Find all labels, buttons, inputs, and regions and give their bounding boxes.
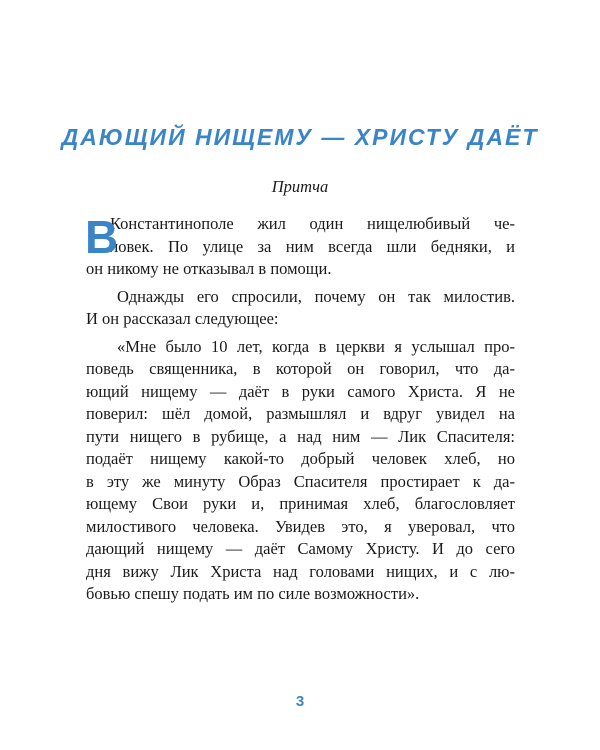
text-line: ющий нищему — даёт в руки самого Христа. Я не [86, 381, 515, 401]
text-line: дающий нищему — даёт Самому Христу. И до сего [86, 539, 515, 558]
drop-cap: В [85, 211, 119, 263]
text-line: Константинополе жил один нищелюбивый че- [110, 214, 515, 233]
body-text [86, 213, 515, 606]
text-line: в эту же минуту Образ Спасителя простирает к да- [86, 471, 515, 491]
paragraph-1 [86, 213, 515, 281]
text-line: поверил: шёл домой, размышлял и вдруг увидел на [86, 404, 515, 423]
text-line: «Мне было 10 лет, когда в церкви я услышал про- [117, 336, 515, 356]
subtitle: Притча [271, 177, 329, 196]
text-line: дня вижу Лик Христа над головами нищих, и с лю- [86, 561, 515, 581]
text-line: милостивого человека. Увидев это, я уверовал, что [86, 516, 515, 536]
text-line: И он рассказал следующее: [86, 309, 279, 328]
paragraph-2 [86, 286, 515, 331]
text-line: бовью спешу подать им по силе возможности». [86, 584, 420, 603]
page-title: ДАЮЩИЙ НИЩЕМУ — ХРИСТУ ДАЁТ [61, 124, 539, 150]
text-line: Однажды его спросили, почему он так милостив. [117, 286, 515, 306]
text-line: он никому не отказывал в помощи. [86, 259, 332, 278]
text-line: ющему Свои руки и, принимая хлеб, благословляет [86, 494, 515, 513]
text-line: поведь священника, в которой он говорил, что да- [86, 359, 515, 378]
paragraph-3 [86, 336, 515, 606]
text-line: подаёт нищему какой-то добрый человек хлеб, но [86, 449, 515, 468]
text-line: ловек. По улице за ним всегда шли бедняки, и [110, 236, 515, 256]
page-number: 3 [295, 693, 305, 710]
text-line: пути нищего в рубище, а над ним — Лик Спасителя: [86, 426, 515, 446]
